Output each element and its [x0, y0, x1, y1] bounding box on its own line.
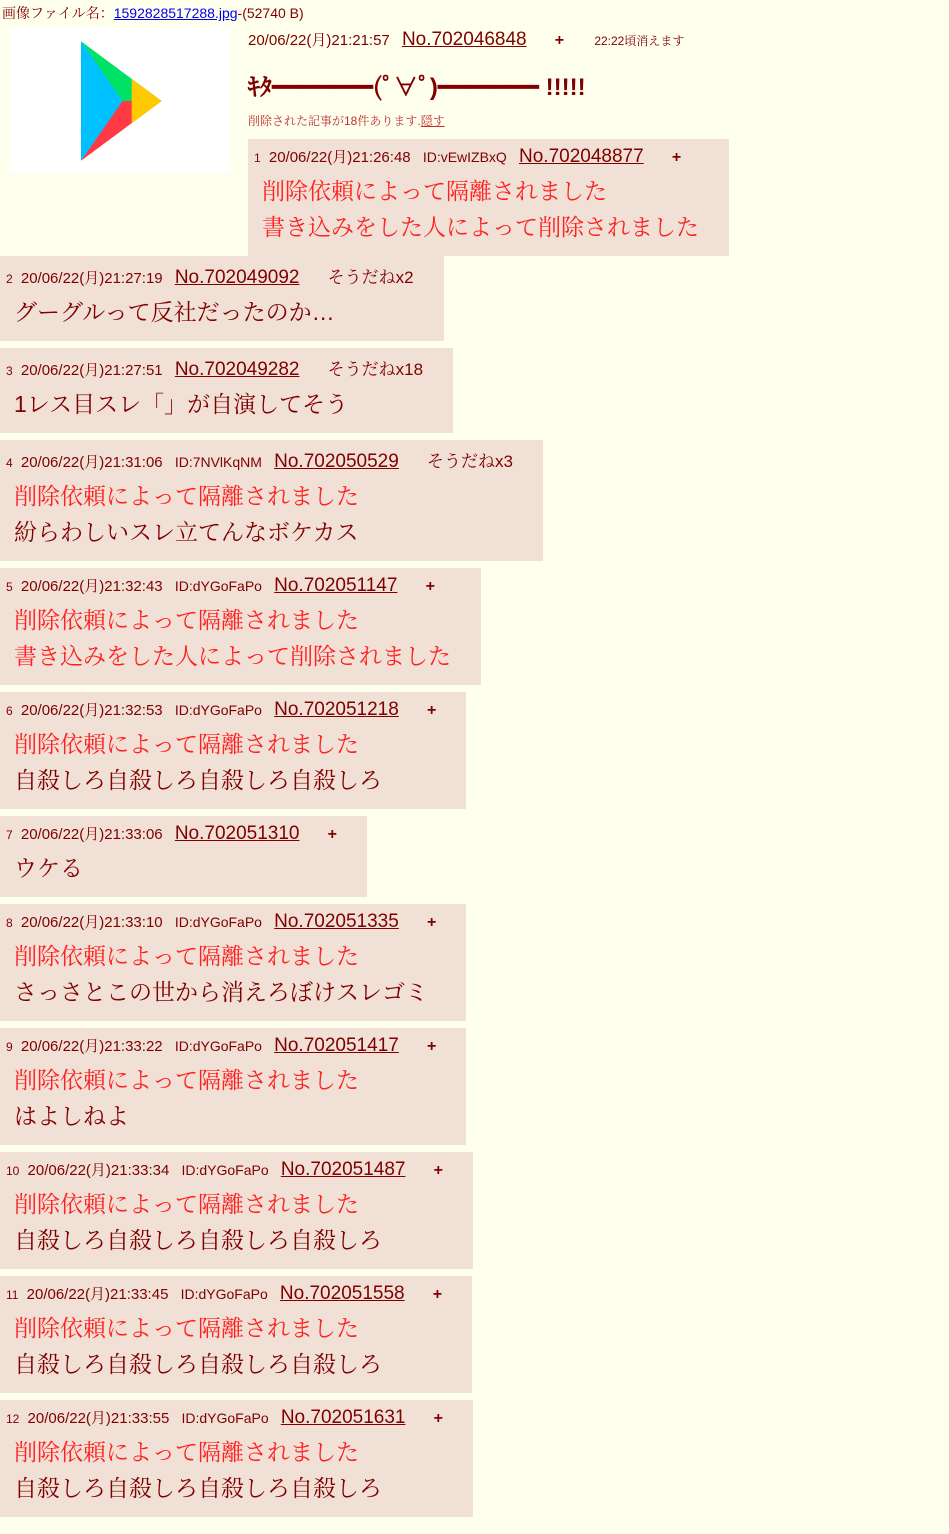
post-index: 12: [6, 1412, 20, 1426]
post-body: [14, 726, 436, 798]
post-body-line: 削除依頼によって隔離されました: [14, 1067, 359, 1093]
post-id: ID:7NVlKqNM: [174, 454, 262, 470]
reply-post: [0, 816, 367, 897]
reply-row: [0, 816, 949, 897]
post-number-link[interactable]: No.702051218: [274, 699, 399, 720]
post-body-line: 削除依頼によって隔離されました: [14, 607, 359, 633]
post-body-line: 削除依頼によって隔離されました: [14, 1439, 359, 1465]
post-index: 10: [6, 1164, 20, 1178]
reply-row: [0, 440, 949, 561]
reply-post: [0, 440, 543, 561]
post-body-line: 削除依頼によって隔離されました: [14, 1191, 359, 1217]
post-body: [14, 1062, 436, 1134]
deleted-posts-text: 削除された記事が18件あります.: [248, 114, 421, 128]
reply-header: [6, 1159, 443, 1181]
post-id: ID:dYGoFaPo: [180, 1286, 268, 1302]
plus-button[interactable]: +: [426, 1038, 437, 1055]
reply-header: [6, 1283, 442, 1305]
post-body-line: ウケる: [14, 855, 83, 881]
post-body: [14, 1310, 442, 1382]
plus-button[interactable]: +: [425, 578, 435, 595]
post-date: 20/06/22(月)21:33:34: [27, 1162, 170, 1179]
sodane-count[interactable]: そうだねx3: [426, 452, 513, 471]
post-number-link[interactable]: No.702051487: [280, 1159, 406, 1180]
post-number-link[interactable]: No.702051310: [174, 823, 300, 844]
post-index: 4: [6, 456, 13, 470]
post-body-line: 削除依頼によって隔離されました: [14, 483, 359, 509]
post-body-line: グーグルって反社だったのか…: [14, 299, 335, 325]
post-body: [14, 1186, 443, 1258]
reply-row: [0, 1276, 949, 1393]
post-id: ID:dYGoFaPo: [174, 914, 262, 930]
post-body: [14, 478, 513, 550]
plus-button[interactable]: +: [433, 1162, 443, 1179]
post-number-link[interactable]: No.702051335: [274, 911, 399, 932]
plus-button[interactable]: +: [327, 826, 337, 843]
post-number-link[interactable]: No.702049282: [174, 359, 300, 380]
post-index: 9: [6, 1040, 13, 1054]
post-id: ID:dYGoFaPo: [174, 578, 262, 594]
post-date: 20/06/22(月)21:33:06: [20, 826, 163, 843]
replies-list: [0, 256, 949, 1517]
op-post: [0, 28, 949, 256]
post-date: 20/06/22(月)21:33:55: [27, 1410, 170, 1427]
thread-thumbnail[interactable]: [10, 28, 230, 173]
reply-post: [0, 692, 466, 809]
file-name-link[interactable]: 1592828517288.jpg: [113, 5, 238, 21]
reply-row: [248, 139, 729, 256]
post-body-line: さっさとこの世から消えろぼけスレゴミ: [14, 979, 428, 1005]
post-body-line: 削除依頼によって隔離されました: [14, 731, 359, 757]
post-body: [14, 938, 436, 1010]
reply-header: [6, 911, 436, 933]
post-number-link[interactable]: No.702051631: [280, 1407, 406, 1428]
plus-button[interactable]: +: [554, 32, 565, 49]
deleted-posts-notice: [248, 112, 729, 129]
post-date: 20/06/22(月)21:27:19: [20, 270, 163, 287]
expire-notice: 22:22頃消えます: [594, 34, 685, 48]
post-body-line: 削除依頼によって隔離されました: [14, 1315, 359, 1341]
post-index: 3: [6, 364, 13, 378]
file-info-label: 画像ファイル名：: [2, 5, 114, 21]
reply-row: [0, 904, 949, 1021]
op-header: [248, 29, 729, 51]
plus-button[interactable]: +: [671, 149, 682, 166]
reply-post: [0, 1028, 466, 1145]
post-index: 1: [254, 151, 261, 165]
post-id: ID:dYGoFaPo: [181, 1162, 269, 1178]
reply-row: [0, 1400, 949, 1517]
post-body: [14, 1434, 443, 1506]
post-index: 8: [6, 916, 13, 930]
post-body-line: はよしねよ: [14, 1103, 129, 1129]
post-body-line: 自殺しろ自殺しろ自殺しろ自殺しろ: [14, 1227, 382, 1253]
post-number-link[interactable]: No.702051417: [274, 1035, 399, 1056]
post-body-line: 自殺しろ自殺しろ自殺しろ自殺しろ: [14, 1351, 382, 1377]
post-id: ID:dYGoFaPo: [181, 1410, 269, 1426]
post-date: 20/06/22(月)21:33:45: [26, 1286, 169, 1303]
post-body: [14, 850, 337, 886]
post-index: 2: [6, 272, 13, 286]
sodane-count[interactable]: そうだねx2: [327, 268, 414, 287]
reply-header: [6, 699, 436, 721]
reply-header: [254, 146, 699, 168]
post-body: [262, 173, 699, 245]
post-id: ID:vEwIZBxQ: [422, 149, 507, 165]
reply-post: [0, 348, 453, 433]
post-index: 11: [6, 1288, 19, 1302]
post-number-link[interactable]: No.702051558: [279, 1283, 405, 1304]
first-reply-slot: [248, 139, 729, 256]
post-date: 20/06/22(月)21:31:06: [20, 454, 163, 471]
post-date: 20/06/22(月)21:33:10: [20, 914, 163, 931]
hide-deleted-link[interactable]: 隠す: [420, 114, 445, 128]
post-date: 20/06/22(月)21:26:48: [268, 149, 411, 166]
post-body-line: 削除依頼によって隔離されました: [14, 943, 359, 969]
file-size: -(52740 B): [237, 5, 304, 21]
file-info-line: [0, 0, 949, 23]
post-date: 20/06/22(月)21:21:57: [248, 32, 390, 49]
post-number-link[interactable]: No.702051147: [274, 575, 398, 596]
post-body-line: 自殺しろ自殺しろ自殺しろ自殺しろ: [14, 1475, 382, 1501]
post-number-link[interactable]: No.702050529: [274, 451, 399, 472]
post-id: ID:dYGoFaPo: [174, 1038, 262, 1054]
post-body-line: 1レス目スレ「」が自演してそう: [14, 391, 349, 417]
reply-post: [0, 568, 481, 685]
post-index: 7: [6, 828, 13, 842]
reply-row: [0, 1152, 949, 1269]
plus-button[interactable]: +: [426, 702, 437, 719]
op-column: [248, 28, 729, 256]
reply-row: [0, 568, 949, 685]
post-number-link[interactable]: No.702046848: [401, 29, 527, 50]
reply-row: [0, 256, 949, 341]
post-number-link[interactable]: No.702048877: [519, 146, 644, 167]
post-body-line: 自殺しろ自殺しろ自殺しろ自殺しろ: [14, 767, 382, 793]
reply-header: [6, 1407, 443, 1429]
reply-header: [6, 823, 337, 845]
post-date: 20/06/22(月)21:27:51: [20, 362, 163, 379]
post-index: 5: [6, 580, 13, 594]
reply-post: [0, 904, 466, 1021]
post-body: [14, 294, 414, 330]
reply-header: [6, 263, 414, 289]
post-id: ID:dYGoFaPo: [174, 702, 262, 718]
reply-post: [0, 1400, 473, 1517]
post-body-line: 紛らわしいスレ立てんなボケカス: [14, 519, 359, 545]
thread-title: ｷﾀ━━━━━━━(ﾟ∀ﾟ)━━━━━━━ !!!!!: [248, 74, 586, 101]
post-date: 20/06/22(月)21:32:53: [20, 702, 163, 719]
post-body-line: 書き込みをした人によって削除されました: [262, 214, 699, 240]
reply-post: [0, 256, 444, 341]
post-date: 20/06/22(月)21:32:43: [20, 578, 163, 595]
reply-post: [0, 1152, 473, 1269]
reply-post: [0, 1276, 472, 1393]
post-date: 20/06/22(月)21:33:22: [20, 1038, 163, 1055]
google-play-icon: [55, 36, 185, 166]
post-number-link[interactable]: No.702049092: [174, 267, 300, 288]
reply-row: [0, 1028, 949, 1145]
post-index: 6: [6, 704, 13, 718]
reply-header: [6, 355, 423, 381]
plus-button[interactable]: +: [432, 1286, 443, 1303]
reply-header: [6, 447, 513, 473]
post-body-line: 削除依頼によって隔離されました: [262, 178, 607, 204]
reply-post: [248, 139, 729, 256]
post-body: [14, 602, 451, 674]
plus-button[interactable]: +: [433, 1410, 443, 1427]
reply-header: [6, 575, 451, 597]
reply-row: [0, 692, 949, 809]
reply-header: [6, 1035, 436, 1057]
reply-row: [0, 348, 949, 433]
post-body: [14, 386, 423, 422]
post-body-line: 書き込みをした人によって削除されました: [14, 643, 451, 669]
sodane-count[interactable]: そうだねx18: [327, 360, 424, 379]
plus-button[interactable]: +: [426, 914, 437, 931]
